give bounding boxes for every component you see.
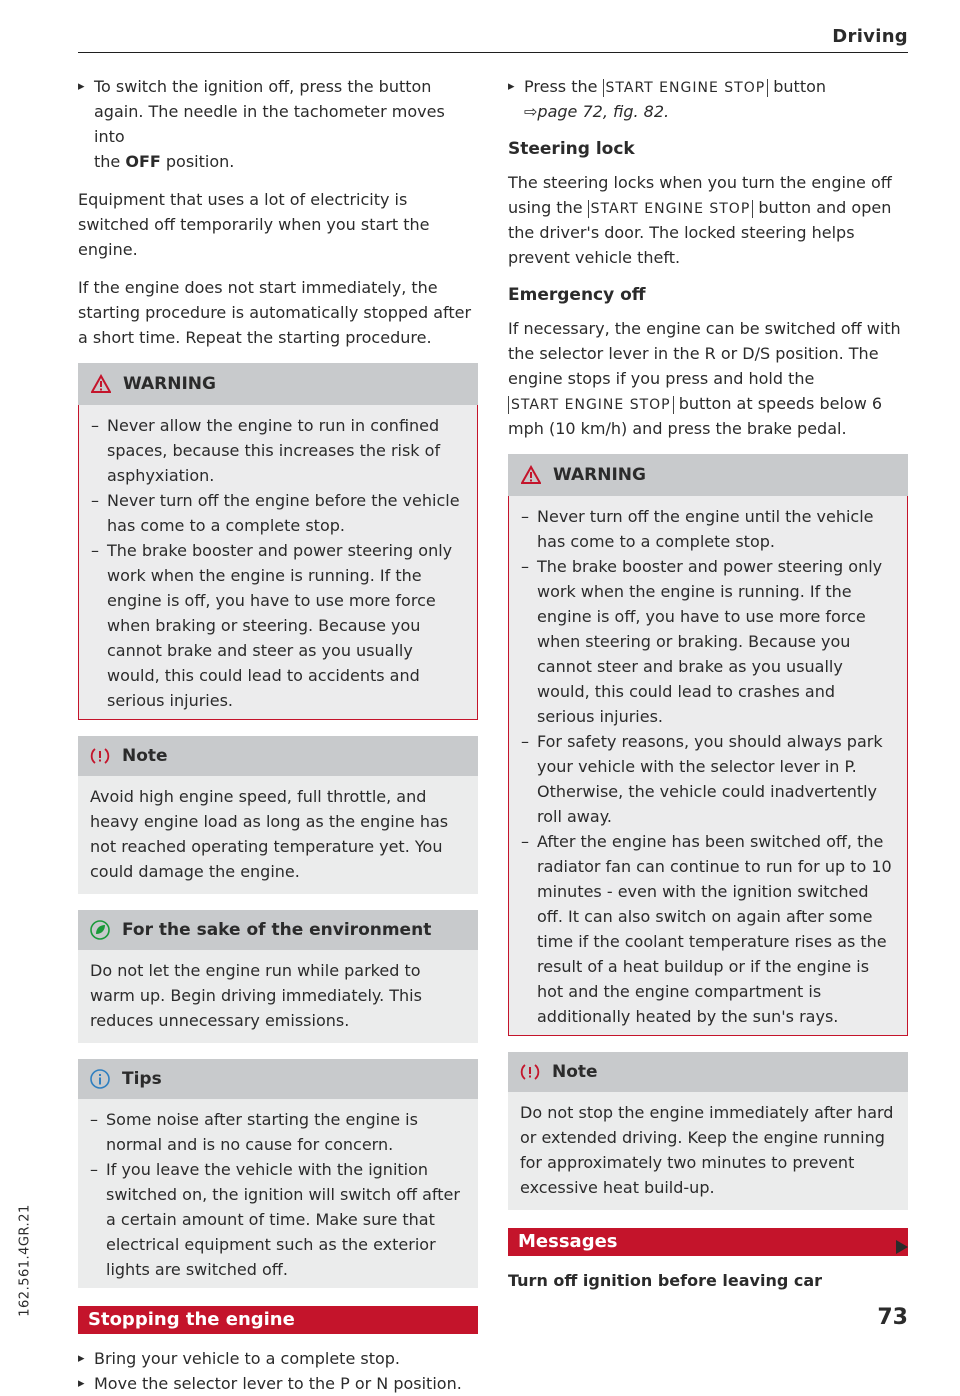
note-title: Note — [552, 1061, 598, 1082]
note-exclamation-icon — [90, 746, 110, 766]
note-header — [78, 736, 478, 776]
continue-arrow-icon — [896, 1240, 908, 1254]
right-column — [508, 74, 908, 1293]
tips-box — [78, 1059, 478, 1288]
warning-box-right — [508, 454, 908, 1036]
messages-heading: Messages — [508, 1228, 908, 1256]
environment-title: For the sake of the environment — [122, 919, 432, 940]
emergency-off-heading: Emergency off — [508, 285, 646, 305]
stopping-engine-heading: Stopping the engine — [78, 1306, 478, 1334]
warning-title: WARNING — [123, 373, 216, 394]
stopping-step: ▸ Move the selector lever to the P or N position. — [78, 1371, 478, 1396]
page-number: 73 — [877, 1305, 908, 1330]
environment-text: Do not let the engine run while parked to warm up. Begin driving immediately. This reduces unnecessary emissions. — [90, 961, 422, 1030]
header-rule — [78, 52, 908, 53]
tips-item: – If you leave the vehicle with the ignition switched on, the ignition will switch off after a certain amount of time. Make sure that electrical equipment such as the exterior lights are switched off. — [90, 1157, 466, 1282]
tips-item: – Some noise after starting the engine is normal and is no cause for concern. — [90, 1107, 466, 1157]
start-engine-stop-key: START ENGINE STOP — [588, 200, 754, 218]
warning-box-left — [78, 363, 478, 720]
page-reference[interactable]: ⇨page 72, fig. 82. — [524, 102, 670, 121]
tips-header — [78, 1059, 478, 1099]
warning-header — [78, 363, 478, 405]
warning-item: – The brake booster and power steering only work when the engine is running. If the engine is off, you have to use more force when braking or steering. Because you cannot brake and steer as you usually would, this could lead to accidents and serious injuries. — [91, 538, 465, 713]
messages-subheading: Turn off ignition before leaving car — [508, 1271, 823, 1290]
warning-item: – For safety reasons, you should always park your vehicle with the selector lever in P. Otherwise, the vehicle could inadvertently roll away. — [521, 729, 895, 829]
left-column — [78, 74, 478, 1396]
warning-item: – Never allow the engine to run in confined spaces, because this increases the risk of asphyxiation. — [91, 413, 465, 488]
document-code: 162.561.4GR.21 — [17, 1203, 33, 1317]
note-title: Note — [122, 745, 168, 766]
warning-item: – After the engine has been switched off, the radiator fan can continue to run for up to 10 minutes - even with the ignition switched off. It can also switch on again after some time if the coolant temperature rises as the result of a heat buildup or if the engine is hot and the engine compartment is additionally heated by the sun's rays. — [521, 829, 895, 1029]
note-exclamation-icon — [520, 1062, 540, 1082]
environment-header — [78, 910, 478, 950]
note-header — [508, 1052, 908, 1092]
step-switch-ignition-off-cont: again. The needle in the tachometer moves into the OFF position. — [94, 102, 445, 171]
start-engine-stop-key: START ENGINE STOP — [508, 396, 674, 414]
para-not-start: If the engine does not start immediately, the starting procedure is automatically stopped after a short time. Repeat the starting procedure. — [78, 278, 472, 347]
note-box-left — [78, 736, 478, 894]
warning-item: – Never turn off the engine until the vehicle has come to a complete stop. — [521, 504, 895, 554]
step-press-button: ▸ Press the START ENGINE STOP button — [508, 74, 908, 99]
environment-leaf-icon — [90, 920, 110, 940]
para-equipment: Equipment that uses a lot of electricity is switched off temporarily when you start the engine. — [78, 190, 430, 259]
start-engine-stop-key: START ENGINE STOP — [603, 79, 769, 97]
info-icon — [90, 1069, 110, 1089]
warning-header — [508, 454, 908, 496]
warning-title: WARNING — [553, 464, 646, 485]
step-switch-ignition-off: ▸ To switch the ignition off, press the button — [78, 74, 478, 99]
warning-item: – Never turn off the engine before the vehicle has come to a complete stop. — [91, 488, 465, 538]
off-label: OFF — [125, 152, 161, 171]
section-title: Driving — [832, 26, 908, 47]
note-box-right — [508, 1052, 908, 1210]
environment-box — [78, 910, 478, 1043]
stopping-step: ▸ Bring your vehicle to a complete stop. — [78, 1346, 478, 1371]
warning-item: – The brake booster and power steering only work when the engine is running. If the engine is off, you have to use more force when steering or braking. Because you cannot steer and brake as you usually would, this could lead to crashes and serious injuries. — [521, 554, 895, 729]
note-text: Do not stop the engine immediately after hard or extended driving. Keep the engine running for approximately two minutes to prevent excessive heat build-up. — [520, 1103, 894, 1197]
steering-lock-text: The steering locks when you turn the engine off using the START ENGINE STOP button and open the driver's door. The locked steering helps prevent vehicle theft. — [508, 173, 892, 267]
warning-triangle-icon — [521, 465, 541, 485]
warning-triangle-icon — [91, 374, 111, 394]
steering-lock-heading: Steering lock — [508, 139, 635, 159]
emergency-off-text: If necessary, the engine can be switched off with the selector lever in the R or D/S position. The engine stops if you press and hold the START ENGINE STOP button at speeds below 6 mph (10 km/h) and press the brake pedal. — [508, 319, 901, 438]
tips-title: Tips — [122, 1068, 162, 1089]
note-text: Avoid high engine speed, full throttle, and heavy engine load as long as the engine has not reached operating temperature yet. You could damage the engine. — [90, 787, 449, 881]
